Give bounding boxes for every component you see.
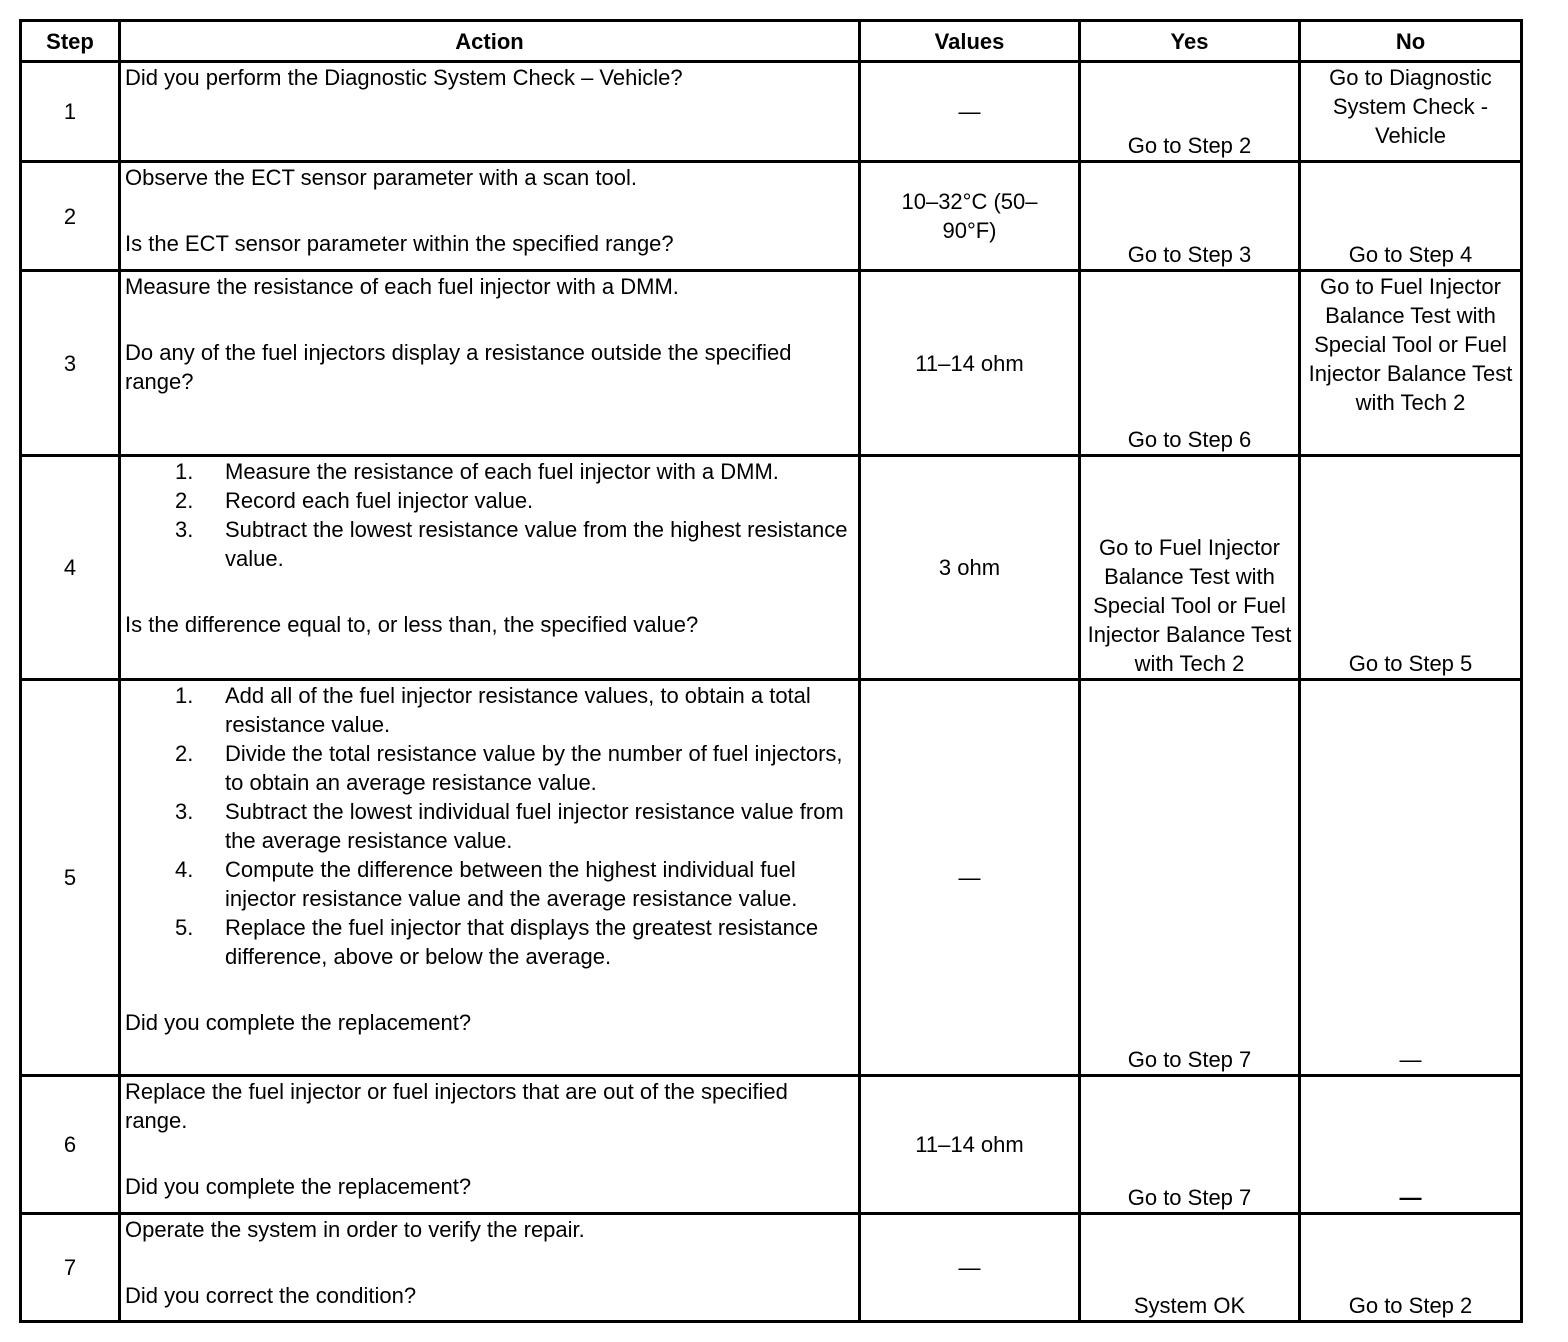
no-cell: Go to Step 5 bbox=[1300, 456, 1522, 680]
no-cell: — bbox=[1300, 1076, 1522, 1214]
action-question: Did you perform the Diagnostic System Check – Vehicle? bbox=[125, 65, 683, 90]
substep-list bbox=[125, 681, 854, 971]
values-cell: 11–14 ohm bbox=[860, 271, 1080, 456]
action-cell bbox=[120, 271, 860, 456]
substep-text: Compute the difference between the highest individual fuel injector resistance value and the average resistance value. bbox=[225, 857, 798, 911]
header-yes: Yes bbox=[1080, 21, 1300, 62]
list-item: 4. Compute the difference between the highest individual fuel injector resistance value and the average resistance value. bbox=[175, 857, 798, 911]
substep-text: Replace the fuel injector that displays the greatest resistance difference, above or below the average. bbox=[225, 915, 819, 969]
yes-cell: Go to Fuel Injector Balance Test with Special Tool or Fuel Injector Balance Test with Tech 2 bbox=[1080, 456, 1300, 680]
action-instruction: Measure the resistance of each fuel injector with a DMM. bbox=[125, 274, 679, 299]
yes-cell: Go to Step 2 bbox=[1080, 62, 1300, 162]
table-row bbox=[21, 456, 1522, 680]
header-step: Step bbox=[21, 21, 120, 62]
no-cell: Go to Step 4 bbox=[1300, 162, 1522, 271]
table-row bbox=[21, 62, 1522, 162]
action-cell bbox=[120, 62, 860, 162]
substep-text: Add all of the fuel injector resistance values, to obtain a total resistance value. bbox=[225, 683, 811, 737]
step-number: 3 bbox=[21, 271, 120, 456]
action-question: Did you complete the replacement? bbox=[125, 1174, 472, 1199]
table-row bbox=[21, 271, 1522, 456]
values-cell: — bbox=[860, 1214, 1080, 1322]
action-question: Is the ECT sensor parameter within the specified range? bbox=[125, 231, 674, 256]
header-row bbox=[21, 21, 1522, 62]
values-cell: 10–32°C (50–90°F) bbox=[860, 162, 1080, 271]
list-item: 2. Record each fuel injector value. bbox=[175, 488, 534, 513]
values-cell: 11–14 ohm bbox=[860, 1076, 1080, 1214]
yes-cell: Go to Step 7 bbox=[1080, 1076, 1300, 1214]
yes-cell: Go to Step 3 bbox=[1080, 162, 1300, 271]
yes-cell: Go to Step 6 bbox=[1080, 271, 1300, 456]
action-question: Is the difference equal to, or less than, the specified value? bbox=[125, 612, 699, 637]
step-number: 4 bbox=[21, 456, 120, 680]
action-cell bbox=[120, 680, 860, 1076]
substep-text: Subtract the lowest individual fuel injector resistance value from the average resistance value. bbox=[225, 799, 844, 853]
action-instruction: Replace the fuel injector or fuel injectors that are out of the specified range. bbox=[125, 1079, 788, 1133]
no-cell: Go to Step 2 bbox=[1300, 1214, 1522, 1322]
table-row bbox=[21, 162, 1522, 271]
list-item: 3. Subtract the lowest individual fuel injector resistance value from the average resistance value. bbox=[175, 799, 844, 853]
list-item: 3. Subtract the lowest resistance value from the highest resistance value. bbox=[175, 517, 848, 571]
yes-cell: System OK bbox=[1080, 1214, 1300, 1322]
no-cell: Go to Fuel Injector Balance Test with Special Tool or Fuel Injector Balance Test with Tech 2 bbox=[1300, 271, 1522, 456]
list-item: 1. Measure the resistance of each fuel injector with a DMM. bbox=[175, 459, 779, 484]
list-item: 2. Divide the total resistance value by the number of fuel injectors, to obtain an average resistance value. bbox=[175, 741, 843, 795]
list-item: 1. Add all of the fuel injector resistance values, to obtain a total resistance value. bbox=[175, 683, 811, 737]
table-row bbox=[21, 1214, 1522, 1322]
header-action: Action bbox=[120, 21, 860, 62]
header-no: No bbox=[1300, 21, 1522, 62]
action-cell bbox=[120, 1214, 860, 1322]
step-number: 7 bbox=[21, 1214, 120, 1322]
values-cell: — bbox=[860, 680, 1080, 1076]
step-number: 5 bbox=[21, 680, 120, 1076]
substep-text: Subtract the lowest resistance value from the highest resistance value. bbox=[225, 517, 848, 571]
table-row bbox=[21, 1076, 1522, 1214]
action-instruction: Operate the system in order to verify the repair. bbox=[125, 1217, 585, 1242]
no-cell: Go to Diagnostic System Check - Vehicle bbox=[1300, 62, 1522, 162]
step-number: 6 bbox=[21, 1076, 120, 1214]
table-row bbox=[21, 680, 1522, 1076]
values-cell: 3 ohm bbox=[860, 456, 1080, 680]
substep-text: Divide the total resistance value by the number of fuel injectors, to obtain an average resistance value. bbox=[225, 741, 843, 795]
action-question: Did you complete the replacement? bbox=[125, 1010, 472, 1035]
substep-text: Measure the resistance of each fuel injector with a DMM. bbox=[225, 459, 779, 484]
action-question: Do any of the fuel injectors display a resistance outside the specified range? bbox=[125, 340, 792, 394]
no-cell: — bbox=[1300, 680, 1522, 1076]
yes-cell: Go to Step 7 bbox=[1080, 680, 1300, 1076]
step-number: 2 bbox=[21, 162, 120, 271]
step-number: 1 bbox=[21, 62, 120, 162]
list-item: 5. Replace the fuel injector that displays the greatest resistance difference, above or below the average. bbox=[175, 915, 819, 969]
header-values: Values bbox=[860, 21, 1080, 62]
values-cell: — bbox=[860, 62, 1080, 162]
action-instruction: Observe the ECT sensor parameter with a scan tool. bbox=[125, 165, 637, 190]
action-question: Did you correct the condition? bbox=[125, 1283, 417, 1308]
action-cell bbox=[120, 456, 860, 680]
substep-text: Record each fuel injector value. bbox=[225, 488, 534, 513]
diagnostic-table bbox=[19, 19, 1523, 1323]
action-cell bbox=[120, 162, 860, 271]
action-cell bbox=[120, 1076, 860, 1214]
substep-list bbox=[125, 457, 854, 573]
